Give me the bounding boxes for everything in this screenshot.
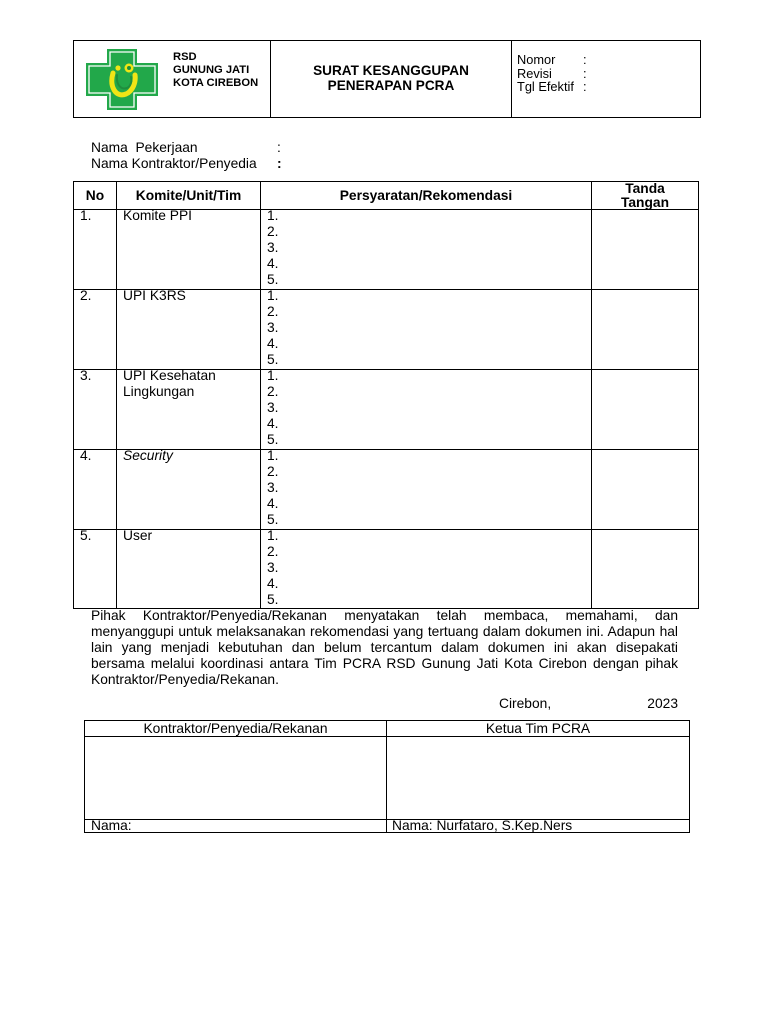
field-label: Nama Kontraktor/Penyedia — [91, 156, 257, 171]
meta-label: Nomor — [517, 52, 556, 67]
row-number: 2. — [80, 288, 92, 303]
table-row — [74, 290, 698, 370]
requirement-item: 1. — [267, 448, 279, 463]
field-separator: : — [277, 156, 282, 171]
requirement-item: 1. — [267, 368, 279, 383]
field-separator: : — [277, 140, 281, 155]
header-requirements: Persyaratan/Rekomendasi — [261, 182, 592, 209]
requirement-item: 4. — [267, 256, 279, 271]
unit-name: UPI K3RS — [123, 288, 186, 303]
requirement-item: 3. — [267, 320, 279, 335]
date-year: 2023 — [647, 696, 678, 711]
table-row — [74, 530, 698, 608]
signature-table — [84, 720, 690, 833]
unit-cell — [117, 370, 261, 449]
field-nama-pekerjaan — [91, 140, 282, 156]
header-divider — [511, 41, 512, 117]
statement-line: bersama melalui koordinasi antara Tim PCRA RSD Gunung Jati Kota Cirebon dengan pihak — [91, 656, 678, 671]
meta-separator: : — [583, 52, 587, 67]
unit-name: User — [123, 528, 153, 543]
requirements-table — [73, 181, 699, 609]
unit-cell — [117, 210, 261, 289]
hospital-logo-icon — [86, 49, 158, 110]
place-date — [91, 696, 678, 712]
statement-paragraph — [91, 608, 678, 688]
requirements-cell — [261, 290, 592, 369]
requirement-item: 5. — [267, 352, 279, 367]
requirement-item: 4. — [267, 496, 279, 511]
requirement-item: 2. — [267, 304, 279, 319]
requirement-item: 3. — [267, 560, 279, 575]
row-number-cell — [74, 450, 117, 529]
meta-label: Revisi — [517, 65, 552, 81]
signature-header-row — [85, 721, 689, 737]
requirements-cell — [261, 210, 592, 289]
signature-name-row — [85, 820, 689, 832]
statement-line: lain yang menjadi kebutuhan dan belum tercantum dalam dokumen ini akan disepakati — [91, 640, 678, 655]
document-header — [73, 40, 701, 118]
signature-cell — [592, 290, 698, 369]
requirements-cell — [261, 450, 592, 529]
signature-cell — [592, 530, 698, 608]
meta-label: Tgl Efektif — [517, 79, 574, 94]
logo-cross-shape — [86, 49, 158, 110]
statement-line: menyanggupi untuk melaksanakan rekomendasi yang tertuang dalam dokumen ini. Adapun hal — [91, 624, 678, 639]
row-number: 4. — [80, 448, 92, 463]
requirement-item: 3. — [267, 240, 279, 255]
signature-name-contractor: Nama: — [85, 820, 387, 832]
unit-name: Security — [123, 448, 173, 463]
requirement-item: 5. — [267, 272, 279, 287]
signature-space-row — [85, 737, 689, 820]
header-no: No — [74, 182, 117, 209]
signature-cell — [592, 210, 698, 289]
requirement-item: 1. — [267, 528, 279, 543]
unit-name: Komite PPI — [123, 208, 193, 223]
requirement-list — [267, 208, 591, 288]
title-line: SURAT KESANGGUPAN — [313, 63, 469, 78]
field-label: Nama Pekerjaan — [91, 140, 198, 155]
requirements-cell — [261, 370, 592, 449]
requirement-list — [267, 528, 591, 608]
row-number: 5. — [80, 528, 92, 543]
requirement-item: 2. — [267, 384, 279, 399]
field-nama-kontraktor — [91, 156, 282, 172]
signature-heading-chair: Ketua Tim PCRA — [485, 721, 591, 736]
statement-line: Pihak Kontraktor/Penyedia/Rekanan menyatakan telah membaca, memahami, dan — [91, 608, 678, 623]
table-row — [74, 210, 698, 290]
meta-row-nomor — [517, 53, 587, 67]
org-line: RSD — [173, 51, 197, 63]
meta-row-revisi — [517, 67, 587, 81]
row-number: 3. — [80, 368, 92, 383]
row-number-cell — [74, 370, 117, 449]
requirement-item: 2. — [267, 224, 279, 239]
form-fields — [91, 140, 282, 172]
organization-name — [173, 51, 258, 90]
requirement-item: 5. — [267, 512, 279, 527]
header-signature: Tanda Tangan — [620, 180, 670, 210]
signature-cell — [592, 370, 698, 449]
requirement-item: 4. — [267, 416, 279, 431]
requirement-item: 3. — [267, 400, 279, 415]
requirement-item: 5. — [267, 432, 279, 447]
table-header-row — [74, 182, 698, 210]
row-number-cell — [74, 210, 117, 289]
requirement-item: 4. — [267, 576, 279, 591]
org-line: GUNUNG JATI — [173, 64, 250, 76]
org-line: KOTA CIREBON — [173, 77, 259, 89]
logo-figure-dot — [115, 65, 120, 70]
signature-space-chair — [387, 737, 689, 819]
unit-cell — [117, 290, 261, 369]
requirement-item: 5. — [267, 592, 279, 607]
logo-figure-head-core — [127, 66, 131, 70]
signature-name-chair: Nama: Nurfataro, S.Kep.Ners — [392, 818, 573, 833]
title-line: PENERAPAN PCRA — [327, 78, 455, 93]
requirement-list — [267, 368, 591, 448]
meta-row-tgl-efektif — [517, 80, 587, 94]
requirements-cell — [261, 530, 592, 608]
unit-name: UPI Kesehatan Lingkungan — [123, 368, 216, 399]
signature-heading-contractor: Kontraktor/Penyedia/Rekanan — [85, 721, 387, 736]
unit-cell — [117, 530, 261, 608]
requirement-item: 1. — [267, 288, 279, 303]
requirement-item: 1. — [267, 208, 279, 223]
requirement-item: 2. — [267, 544, 279, 559]
meta-separator: : — [583, 65, 587, 81]
row-number-cell — [74, 290, 117, 369]
unit-cell — [117, 450, 261, 529]
meta-separator: : — [583, 79, 587, 94]
signature-cell — [592, 450, 698, 529]
table-row — [74, 450, 698, 530]
signature-space-contractor — [85, 737, 387, 819]
document-meta — [517, 53, 587, 94]
row-number-cell — [74, 530, 117, 608]
requirement-item: 3. — [267, 480, 279, 495]
requirement-item: 2. — [267, 464, 279, 479]
document-title — [271, 63, 511, 93]
header-unit: Komite/Unit/Tim — [117, 182, 261, 209]
requirement-list — [267, 288, 591, 368]
row-number: 1. — [80, 208, 92, 223]
requirement-item: 4. — [267, 336, 279, 351]
requirement-list — [267, 448, 591, 528]
header-signature-cell — [592, 182, 698, 209]
table-row — [74, 370, 698, 450]
place-city: Cirebon, — [499, 696, 552, 711]
statement-line: Kontraktor/Penyedia/Rekanan. — [91, 672, 279, 687]
